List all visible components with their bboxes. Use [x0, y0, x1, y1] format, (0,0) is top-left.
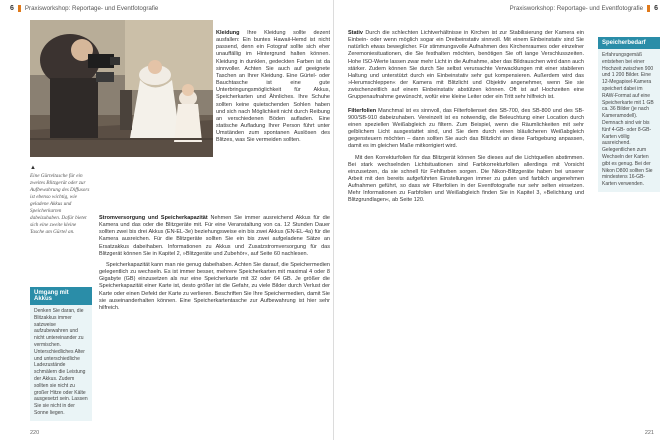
- strom-heading: Stromversorgung und Speicherkapazität: [99, 215, 208, 221]
- stativ-text: Durch die schlechten Lichtverhältnisse in Kirchen ist zur Stabilisierung der Kamera ein Einbein- oder wenn möglich sogar ein Dreibeinstativ sinnvoll. Mit einem Einbeinstativ sind Sie natürlich etwas beweglicher. Für stimmungsvolle Aufnahmen des Kirchenraumes oder einzelner Zeremoniesituationen, die Sie festhalten möchten, benötigen Sie oft lange Verschlusszeiten. Hohe ISO-Werte lassen zwar mehr Licht in die Aufnahme, aber das Bildrauschen wird dann auch stärker. Zudem können Sie durch Sie selbst verursachte Verwacklungen mit einer stabileren Haltung und unterstützt durch ein Einbeinstativ sehr gut kompensieren. Außerdem wird das »Herumschleppen« der Kamera mit Blitzlicht und Objektiv angenehmer, wenn Sie sie zwischenzeitlich auf einem Einbeinstativ abstützen können. Oft ist auf Hochzeiten eine Gruppenaufnahme gewünscht, wofür eine kleine Leiter oder ein Tritt sehr hilfreich ist.: [348, 30, 584, 101]
- strom-paragraph-2: Speicherkapazität kann man nie genug dabeihaben. Achten Sie darauf, die Speichermedien gelegentlich zu wechseln. Es ist immer besser, mehrere Speicherkarten mit maximal 4 oder 8 Gigabyte (GB) einzusetzen als nur eine Speicherkarte mit 32 oder 64 GB. Je größer die Speicherkapazität einer Karte ist, desto größer ist die Gefahr, zu viele Bilder durch Verlust der Karte oder einen Defekt der Karte zu verlieren. Beschriften Sie Ihre Speichermedien, damit Sie sie auseinanderhalten können. Eine Speicherkartentasche zur Aufbewahrung ist hier sehr hilfreich.: [99, 261, 330, 311]
- left-running-header: [10, 5, 158, 12]
- info-box-heading: Speicherbedarf: [598, 37, 660, 49]
- caption-text: Eine Gürteltasche für ein zweites Blitzgerät oder zur Aufbewahrung des Diffusors ist ebenso wichtig, wie geladene Akkus und Speicherkarten dabeizuhaben. Dafür bietet sich eine zweite kleine Tasche am Gürtel an.: [30, 173, 90, 235]
- chapter-number: 6: [10, 5, 14, 12]
- wedding-photographer-photo: [30, 20, 213, 157]
- header-accent-bar: [647, 5, 650, 12]
- chapter-title: Praxisworkshop: Reportage- und Eventfotografie: [509, 5, 644, 12]
- chapter-title: Praxisworkshop: Reportage- und Eventfotografie: [24, 5, 159, 12]
- caption-marker: ▲: [30, 165, 36, 171]
- info-box-speicherbedarf: [598, 37, 660, 192]
- strom-paragraph-1: Nehmen Sie immer ausreichend Akkus für die Kamera und das oder die Blitzgeräte mit. Für eine Veranstaltung von ca. 12 Stunden Dauer sollten zwei bis drei Akkus (EN-EL-3e) beziehungsweise ein bis zwei Akkus (EN-EL-4a) für die Kamera ausreichen. Für die Blitzgeräte sollten Sie ein bis zwei aufgeladene Sätze an Ersatzakkus dabeihaben. Informationen zu Akkus und Zusatzstromversorgung für das Blitzgerät können Sie in Kapitel 2, »Blitzgeräte und Zubehör«, auf Seite 60 nachlesen.: [99, 215, 330, 257]
- filter-paragraph-2: Mit den Korrekturfolien für das Blitzgerät können Sie dieses auf die Lichtquellen abstimmen. Bei stark wechselnden Lichtsituationen sind Farbkorrekturfolien allerdings mit Vorsicht einzusetzen, da sie schnell für Fehlfarben sorgen. Die Nikon-Blitzgeräte haben bei unserer Arbeit mit den bereits aufgeführten Einstellungen immer zu guten und farblich angenehmen Aufnahmen geführt, so dass wir Filterfolien in der Eventfotografie nur sehr selten einsetzen. Mehr Informationen zu Farbfolien und Weißabgleich finden Sie in Kapitel 3, »Belichtung und Blitzgrundlagen«, ab Seite 120.: [348, 154, 584, 204]
- info-box-akkus: [30, 287, 92, 421]
- info-box-text: Denken Sie daran, die Blitzakkus immer satzweise aufzubewahren und nicht untereinander zu vermischen. Unterschiedliches Alter und unterschiedliche Ladezustände schmälern die Leistung der Akkus. Zudem sollten sie nicht zu großer Hitze oder Kälte ausgesetzt sein. Lassen Sie sie nicht in der Sonne liegen.: [34, 308, 88, 416]
- info-box-heading: Umgang mit Akkus: [30, 287, 92, 305]
- info-box-text: Erfahrungsgemäß entstehen bei einer Hochzeit zwischen 900 und 1 200 Bilder. Eine 12-Megapixel-Kamera speichert dabei im RAW-Format auf eine Speicherkarte mit 1 GB ca. 36 Bilder (je nach Kameramodell). Demnach sind wir bis fünf 4-GB- oder 8-GB-Karten völlig ausreichend. Gelegentlichen zum Wechseln der Karten gibt es genug. Bei der Nikon D800 sollten Sie mindestens 16-GB-Karten verwenden.: [602, 52, 654, 188]
- right-running-header: [510, 5, 658, 12]
- kleidung-heading: Kleidung: [216, 30, 240, 36]
- page-number-right: 221: [644, 430, 654, 436]
- stromversorgung-section: [99, 215, 330, 316]
- right-main-column: [348, 30, 584, 209]
- header-accent-bar: [18, 5, 21, 12]
- stativ-heading: Stativ: [348, 30, 363, 36]
- filter-paragraph-1: Manchmal ist es sinnvoll, das Filterfolienset des SB-700, des SB-800 und des SB-900/SB-910 dabeizuhaben. Vereinzelt ist es notwendig, die Beleuchtung einer Location durch einen speziellen Weißabgleich zu filtern. Zum Beispiel, wenn die Räumlichkeiten mit sehr gelblichem Licht ausgestattet sind, und Sie dem durch einen bläulicheren Weißabgleich gegensteuern möchten – dann sollten Sie auch das Blitzlicht an diese Farbgebung anpassen, damit es im gleichen Maße mitkorrigiert wird.: [348, 107, 584, 150]
- filter-heading: Filterfolien: [348, 107, 377, 114]
- right-page: [334, 0, 668, 440]
- photo-caption: [30, 165, 90, 236]
- kleidung-text: Ihre Kleidung sollte dezent ausfallen: Ein buntes Hawaii-Hemd ist nicht passend, denn ein Fotograf sollte sich eher unauffällig im Hintergrund halten können. Kleidung in dunklen, gedeckten Farben ist da sinnvoller. Achten Sie auch auf geeignete Taschen an Ihrer Kleidung. Eine Gürtel- oder Bauchtasche ist eine gute Unterbringungsmöglichkeit für Akkus, Speicherkarten und Ähnliches. Ihre Schuhe sollten keine quietschenden Sohlen haben und sich nach Möglichkeit nicht durch Reibung an verschiedenen Böden aufladen. Eine statische Aufladung Ihrer Person führt unter Umständen zum spontanen Auslösen des Blitzes, was Sie vermeiden sollten.: [216, 30, 330, 144]
- kleidung-section: [216, 30, 330, 149]
- chapter-number: 6: [654, 5, 658, 12]
- page-number-left: 220: [30, 430, 40, 436]
